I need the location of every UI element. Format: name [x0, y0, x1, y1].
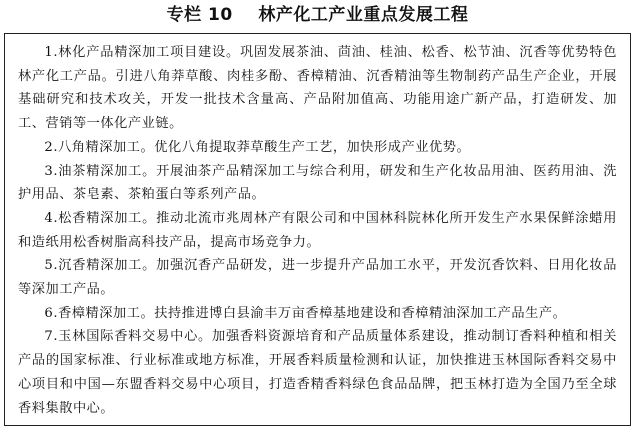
column-title: 专栏 10 林产化工产业重点发展工程	[166, 5, 469, 25]
paragraph-forestry-chemical-projects: 1.林化产品精深加工项目建设。巩固发展茶油、茴油、桂油、松香、松节油、沉香等优势特色林产化工产品。引进八角莽草酸、肉桂多酚、香樟精油、沉香精油等生物制药产品生产企业，开展基础研究和技术攻关，开发一批技术含量高、产品附加值高、功能用途广新产品，打造研发、加工、营销等一体化产业链。	[18, 45, 617, 132]
paragraph-agarwood: 5.沉香精深加工。加强沉香产品研发，进一步提升产品加工水平，开发沉香饮料、日用化妆品等深加工产品。	[18, 258, 617, 298]
paragraph-spice-trading-center: 7.玉林国际香料交易中心。加强香料资源培育和产品质量体系建设，推动制订香料种植和相关产品的国家标准、行业标准或地方标准，开展香料质量检测和认证，加快推进玉林国际香料交易中心项目和中国—东盟香料交易中心项目，打造香精香料绿色食品品牌，把玉林打造为全国乃至全球香料集散中心。	[18, 329, 617, 416]
paragraph-camellia-oil: 3.油茶精深加工。开展油茶产品精深加工与综合利用，研发和生产化妆品用油、医药用油、洗护用品、茶皂素、茶粕蛋白等系列产品。	[18, 163, 617, 203]
paragraph-rosin: 4.松香精深加工。推动北流市兆周林产有限公司和中国林科院林化所开发生产水果保鲜涂蜡用和造纸用松香树脂高科技产品，提高市场竞争力。	[18, 210, 617, 250]
content-box	[4, 33, 631, 426]
paragraph-camphor: 6.香樟精深加工。扶持推进博白县渝丰万亩香樟基地建设和香樟精油深加工产品生产。	[44, 305, 567, 321]
paragraph-star-anise: 2.八角精深加工。优化八角提取莽草酸生产工艺，加快形成产业优势。	[44, 139, 471, 155]
